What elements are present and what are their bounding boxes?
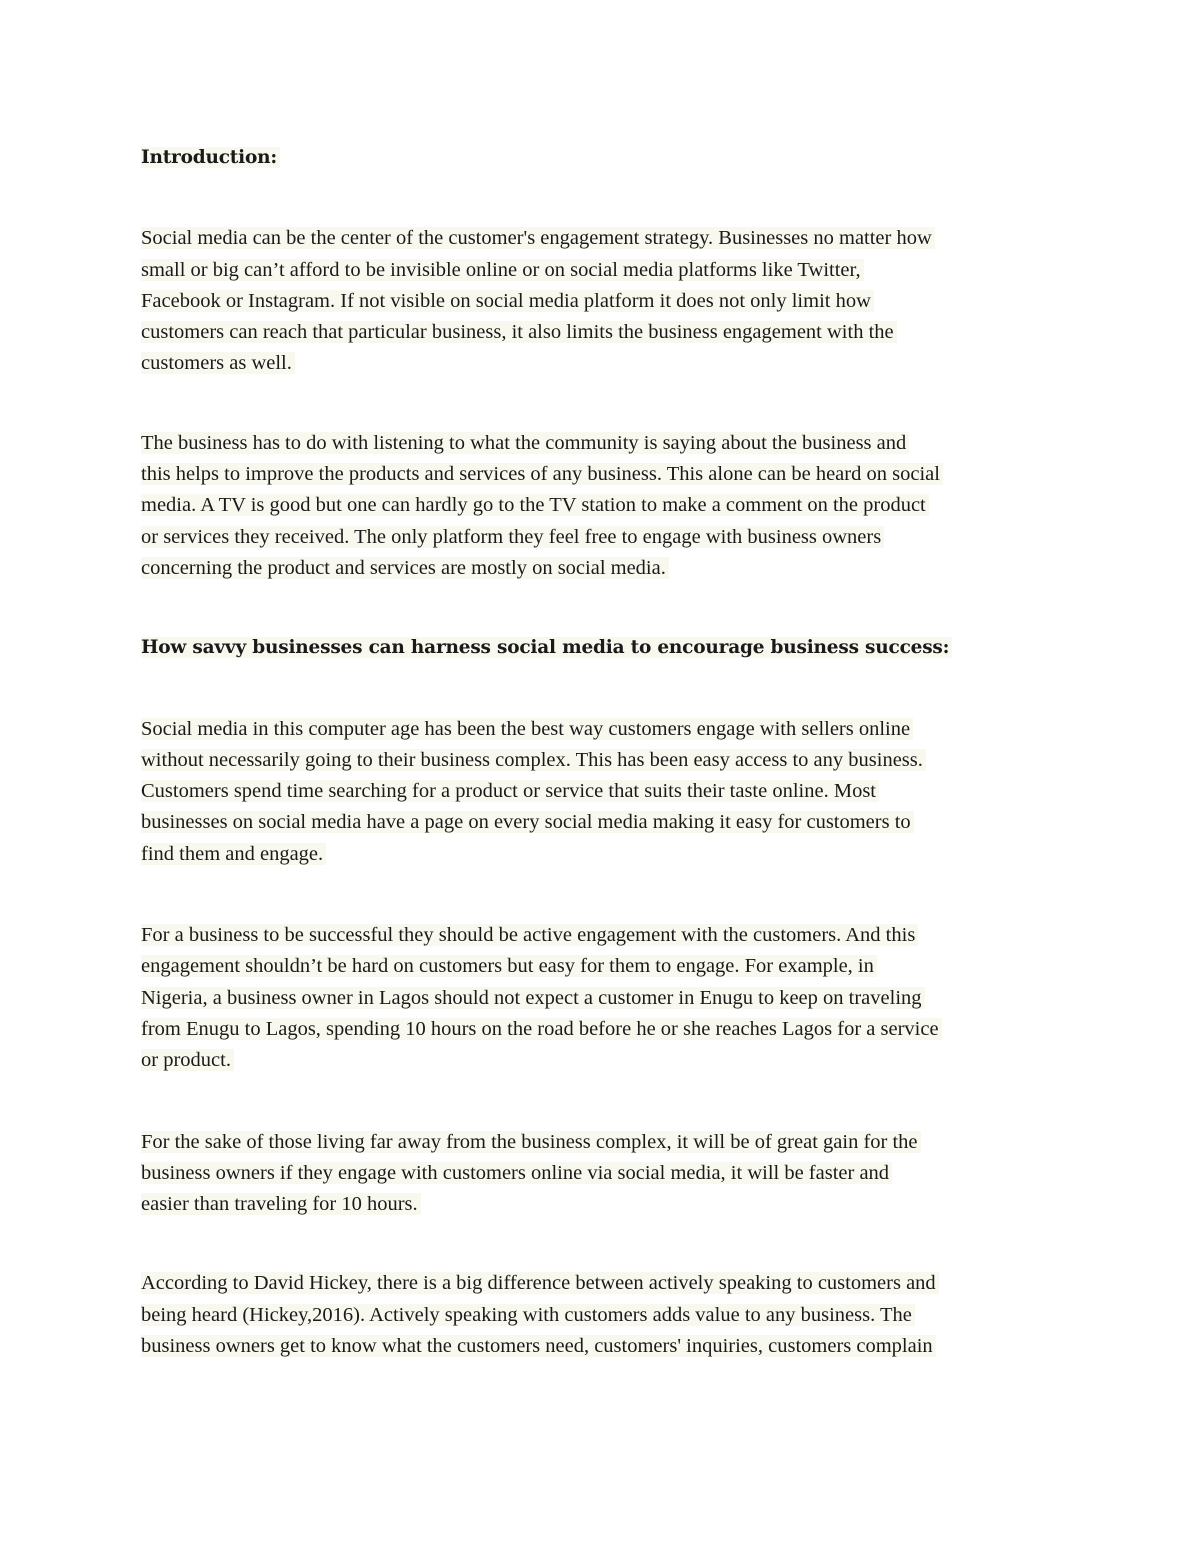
paragraph-line: Social media in this computer age has been the best way customers engage with sellers online: [141, 714, 1066, 745]
paragraph-line: business owners get to know what the customers need, customers' inquiries, customers complain: [141, 1331, 1066, 1362]
paragraph-line: find them and engage.: [141, 839, 1066, 870]
paragraph-line: small or big can’t afford to be invisible online or on social media platforms like Twitter,: [141, 255, 1066, 286]
paragraph-line: For the sake of those living far away from the business complex, it will be of great gain for the: [141, 1127, 1066, 1158]
paragraph-3: [141, 714, 1066, 870]
paragraph-4: [141, 920, 1066, 1076]
paragraph-2: [141, 428, 1066, 584]
paragraph-line: concerning the product and services are mostly on social media.: [141, 553, 1066, 584]
paragraph-line: customers can reach that particular business, it also limits the business engagement with the: [141, 317, 1066, 348]
paragraph-line: Social media can be the center of the customer's engagement strategy. Businesses no matter how: [141, 223, 1066, 254]
paragraph-line: from Enugu to Lagos, spending 10 hours on the road before he or she reaches Lagos for a service: [141, 1014, 1066, 1045]
paragraph-6: [141, 1268, 1066, 1362]
paragraph-5: [141, 1127, 1066, 1221]
paragraph-line: business owners if they engage with customers online via social media, it will be faster and: [141, 1158, 1066, 1189]
paragraph-line: being heard (Hickey,2016). Actively speaking with customers adds value to any business. The: [141, 1300, 1066, 1331]
paragraph-1: [141, 223, 1066, 379]
heading-savvy-businesses: How savvy businesses can harness social media to encourage business success:: [141, 632, 1066, 663]
paragraph-line: without necessarily going to their business complex. This has been easy access to any business.: [141, 745, 1066, 776]
paragraph-line: Facebook or Instagram. If not visible on social media platform it does not only limit how: [141, 286, 1066, 317]
paragraph-line: Nigeria, a business owner in Lagos should not expect a customer in Enugu to keep on traveling: [141, 983, 1066, 1014]
paragraph-line: easier than traveling for 10 hours.: [141, 1189, 1066, 1220]
paragraph-line: Customers spend time searching for a product or service that suits their taste online. Most: [141, 776, 1066, 807]
heading-introduction: Introduction:: [141, 142, 1066, 173]
document-body: [141, 142, 1066, 1362]
paragraph-line: this helps to improve the products and services of any business. This alone can be heard on social: [141, 459, 1066, 490]
paragraph-line: For a business to be successful they should be active engagement with the customers. And this: [141, 920, 1066, 951]
paragraph-line: The business has to do with listening to what the community is saying about the business and: [141, 428, 1066, 459]
paragraph-line: media. A TV is good but one can hardly go to the TV station to make a comment on the product: [141, 490, 1066, 521]
paragraph-line: According to David Hickey, there is a big difference between actively speaking to customers and: [141, 1268, 1066, 1299]
paragraph-line: or product.: [141, 1045, 1066, 1076]
paragraph-line: businesses on social media have a page on every social media making it easy for customers to: [141, 807, 1066, 838]
paragraph-line: customers as well.: [141, 348, 1066, 379]
paragraph-line: engagement shouldn’t be hard on customers but easy for them to engage. For example, in: [141, 951, 1066, 982]
paragraph-line: or services they received. The only platform they feel free to engage with business owners: [141, 522, 1066, 553]
